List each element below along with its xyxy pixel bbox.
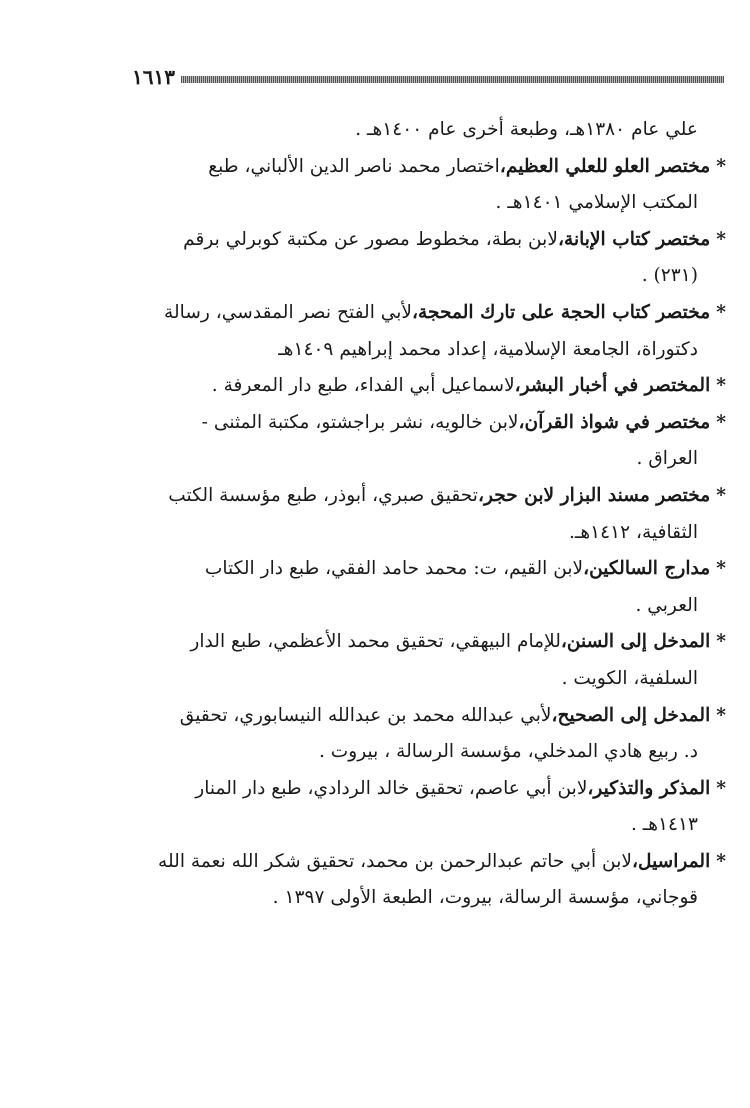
bibliography-entry (132, 478, 726, 551)
star-bullet-icon: * (716, 850, 726, 872)
entry-title: مدارج السالكين، (583, 558, 711, 580)
star-bullet-icon: * (716, 777, 726, 799)
bibliography-entry (132, 844, 726, 917)
star-bullet-icon: * (716, 411, 726, 433)
entry-text: لابن بطة، مخطوط مصور عن مكتبة كوبرلي برقم (183, 228, 558, 250)
star-bullet-icon: * (716, 228, 726, 250)
bibliography-entry (132, 112, 726, 149)
header-rule (181, 76, 724, 83)
entry-text: اختصار محمد ناصر الدين الألباني، طبع (208, 155, 500, 177)
entry-text: لابن القيم، ت: محمد حامد الفقي، طبع دار الكتاب (204, 558, 584, 580)
entry-title: مختصر كتاب الإبانة، (557, 228, 711, 250)
entry-title: مختصر مسند البزار لابن حجر، (477, 484, 711, 506)
entry-text: تحقيق صبري، أبوذر، طبع مؤسسة الكتب (168, 484, 478, 506)
entry-continuation: الثقافية، ١٤١٢هـ. (568, 521, 698, 543)
entry-continuation: العراق . (636, 448, 698, 470)
bibliography-entry (132, 698, 726, 771)
entry-title: مختصر العلو للعلي العظيم، (499, 155, 711, 177)
bibliography-entry (132, 295, 726, 368)
star-bullet-icon: * (716, 704, 726, 726)
entry-text: لأبي عبدالله محمد بن عبدالله النيسابوري، تحقيق (179, 704, 552, 726)
entry-title: المدخل إلى الصحيح، (551, 704, 711, 726)
entry-continuation: قوجاني، مؤسسة الرسالة، بيروت، الطبعة الأولى ١٣٩٧ . (272, 887, 698, 909)
entry-continuation: د. ربيع هادي المدخلي، مؤسسة الرسالة ، بيروت . (318, 741, 698, 763)
entry-text: لابن أبي عاصم، تحقيق خالد الردادي، طبع دار المنار (195, 777, 588, 799)
entry-text: للإمام البيهقي، تحقيق محمد الأعظمي، طبع الدار (190, 631, 561, 653)
bibliography-list (132, 112, 726, 917)
entry-title: مختصر كتاب الحجة على تارك المحجة، (412, 301, 711, 323)
star-bullet-icon: * (716, 558, 726, 580)
entry-continuation: (٢٣١) . (641, 265, 698, 287)
page-number: ١٦١٣ (132, 65, 175, 89)
star-bullet-icon: * (716, 484, 726, 506)
entry-continuation: المكتب الإسلامي ١٤٠١هـ . (495, 192, 698, 214)
bibliography-entry (132, 771, 726, 844)
star-bullet-icon: * (716, 631, 726, 653)
entry-text: لأبي الفتح نصر المقدسي، رسالة (164, 301, 413, 323)
entry-continuation: دكتوراة، الجامعة الإسلامية، إعداد محمد إبراهيم ١٤٠٩هـ (278, 338, 698, 360)
entry-continuation: السلفية، الكويت . (561, 667, 698, 689)
entry-continuation: العربي . (635, 594, 698, 616)
bibliography-entry (132, 551, 726, 624)
entry-title: المختصر في أخبار البشر، (514, 375, 711, 397)
page-header (132, 62, 724, 92)
entry-continuation: ١٤١٣هـ . (630, 814, 698, 836)
bibliography-entry (132, 368, 726, 405)
entry-title: المذكر والتذكير، (587, 777, 711, 799)
star-bullet-icon: * (716, 155, 726, 177)
entry-text: لابن أبي حاتم عبدالرحمن بن محمد، تحقيق شكر الله نعمة الله (158, 850, 632, 872)
bibliography-entry (132, 405, 726, 478)
bibliography-entry (132, 149, 726, 222)
bibliography-entry (132, 222, 726, 295)
entry-title: المدخل إلى السنن، (560, 631, 711, 653)
star-bullet-icon: * (716, 301, 726, 323)
entry-continuation: علي عام ١٣٨٠هـ، وطبعة أخرى عام ١٤٠٠هـ . (355, 119, 698, 140)
star-bullet-icon: * (716, 375, 726, 397)
entry-text: لابن خالويه، نشر براجشتو، مكتبة المثنى - (201, 411, 519, 433)
bibliography-entry (132, 624, 726, 697)
entry-text: لاسماعيل أبي الفداء، طبع دار المعرفة . (211, 375, 515, 397)
entry-title: المراسيل، (631, 850, 711, 872)
entry-title: مختصر في شواذ القرآن، (518, 411, 711, 433)
